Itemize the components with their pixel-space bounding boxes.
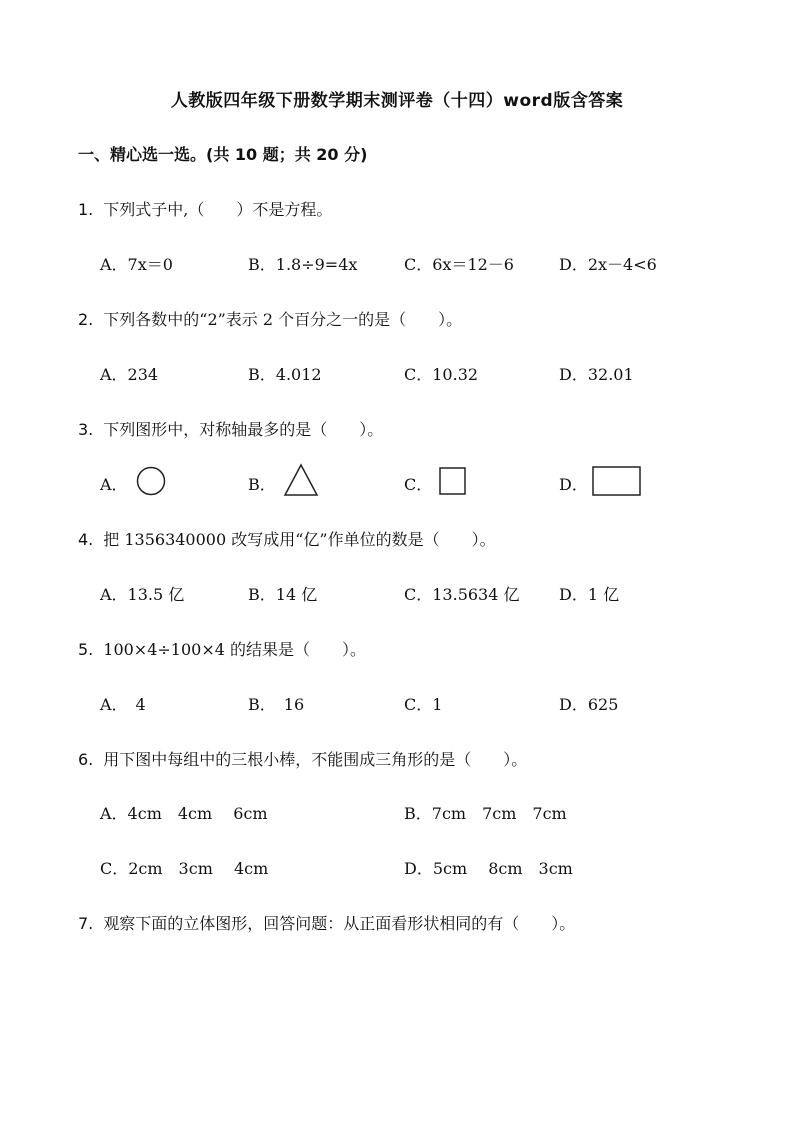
question-number: 2. — [78, 310, 94, 329]
question-number: 1. — [78, 200, 94, 219]
question-5 — [78, 637, 366, 660]
q4-option-d[interactable]: D．1 亿 — [559, 585, 620, 604]
q5-option-d[interactable]: D．625 — [559, 695, 619, 714]
q2-option-c[interactable]: C．10.32 — [404, 365, 479, 384]
question-text: 把 1356340000 改写成用“亿”作单位的数是（ ）。 — [103, 530, 496, 549]
question-2 — [78, 307, 462, 330]
question-number: 4. — [78, 530, 94, 549]
q2-option-a[interactable]: A．234 — [100, 365, 159, 384]
question-number: 7. — [78, 914, 94, 933]
q1-option-c[interactable]: C．6x＝12－6 — [404, 255, 514, 274]
question-1 — [78, 197, 332, 220]
triangle-icon — [283, 463, 319, 497]
rectangle-icon — [592, 466, 642, 497]
q2-option-d[interactable]: D．32.01 — [559, 365, 634, 384]
question-number: 6. — [78, 750, 94, 769]
question-text: 观察下面的立体图形，回答问题：从正面看形状相同的有（ ）。 — [103, 914, 576, 933]
q5-option-b[interactable]: B． 16 — [248, 695, 305, 714]
q4-option-a[interactable]: A．13.5 亿 — [100, 585, 185, 604]
q4-option-c[interactable]: C．13.5634 亿 — [404, 585, 520, 604]
q6-option-b[interactable]: B．7cm 7cm 7cm — [404, 804, 567, 823]
question-text: 用下图中每组中的三根小棒，不能围成三角形的是（ ）。 — [103, 750, 528, 769]
question-number: 3. — [78, 420, 94, 439]
question-text: 100×4÷100×4 的结果是（ ）。 — [103, 640, 367, 659]
q1-option-a[interactable]: A．7x＝0 — [100, 255, 173, 274]
circle-icon — [136, 466, 166, 496]
question-4 — [78, 527, 496, 550]
question-number: 5. — [78, 640, 94, 659]
question-7 — [78, 911, 575, 934]
q6-option-a[interactable]: A．4cm 4cm 6cm — [100, 804, 268, 823]
q6-option-c[interactable]: C．2cm 3cm 4cm — [100, 859, 269, 878]
q3-option-d[interactable]: D． — [559, 475, 588, 494]
q3-option-c[interactable]: C． — [404, 475, 433, 494]
q5-option-a[interactable]: A． 4 — [100, 695, 146, 714]
q5-option-c[interactable]: C．1 — [404, 695, 443, 714]
q1-option-b[interactable]: B．1.8÷9=4x — [248, 255, 358, 274]
q6-option-d[interactable]: D．5cm 8cm 3cm — [404, 859, 573, 878]
section-heading: 一、精心选一选。(共 10 题；共 20 分) — [78, 145, 368, 164]
q3-option-b[interactable]: B． — [248, 475, 276, 494]
question-text: 下列式子中,（ ）不是方程。 — [103, 200, 333, 219]
question-text: 下列图形中，对称轴最多的是（ ）。 — [103, 420, 384, 439]
square-icon — [439, 467, 467, 496]
q4-option-b[interactable]: B．14 亿 — [248, 585, 318, 604]
q1-option-d[interactable]: D．2x－4<6 — [559, 255, 657, 274]
q2-option-b[interactable]: B．4.012 — [248, 365, 322, 384]
question-6 — [78, 747, 527, 770]
question-text: 下列各数中的“2”表示 2 个百分之一的是（ ）。 — [103, 310, 463, 329]
page-title: 人教版四年级下册数学期末测评卷（十四）word版含答案 — [170, 91, 624, 111]
q3-option-a[interactable]: A． — [100, 475, 128, 494]
question-3 — [78, 417, 383, 440]
